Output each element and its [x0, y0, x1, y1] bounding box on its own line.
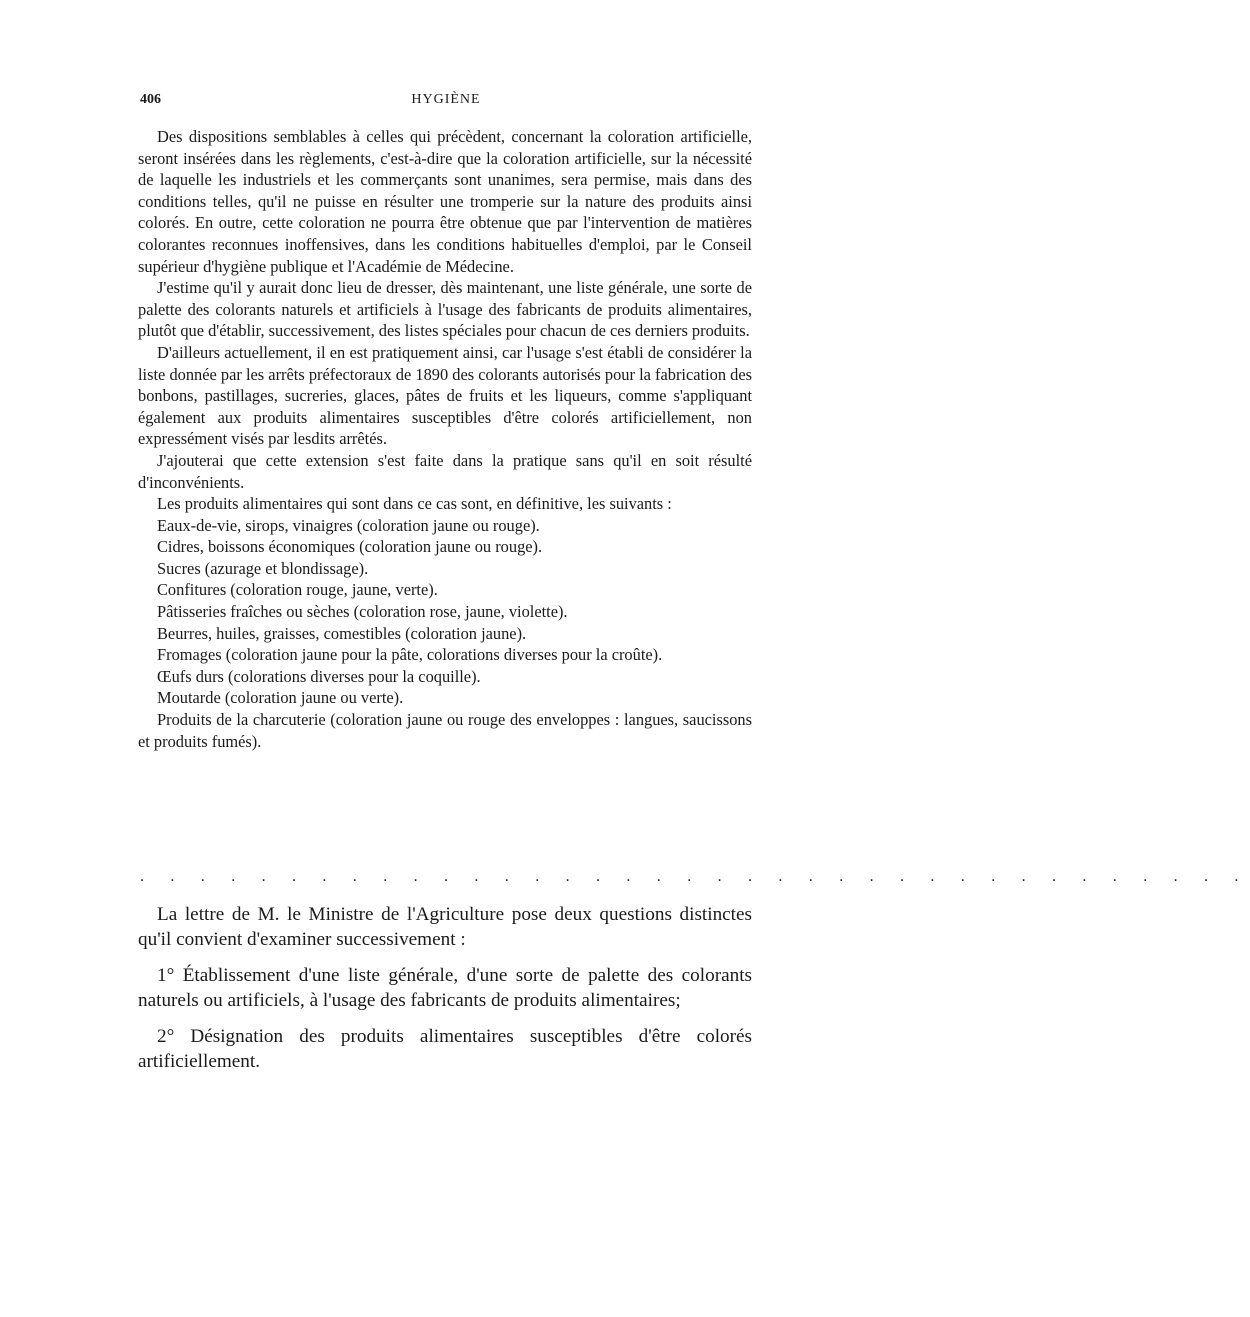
list-item: Fromages (coloration jaune pour la pâte, colorations diverses pour la croûte). [157, 645, 663, 665]
list-item: Produits de la charcuterie (coloration jaune ou rouge des enveloppes : langues, saucissons et produits fumés). [138, 710, 752, 751]
page-header [140, 92, 752, 114]
list-item: Pâtisseries fraîches ou sèches (coloration rose, jaune, violette). [157, 602, 568, 622]
report-text [138, 126, 752, 752]
question-1: 1° Établissement d'une liste générale, d'une sorte de palette des colorants naturels ou artificiels, à l'usage des fabricants de produits alimentaires; [138, 965, 752, 1011]
conclusion-text [138, 903, 752, 1086]
paragraph-dispositions: Des dispositions semblables à celles qui précèdent, concernant la coloration artificielle, seront insérées dans les règlements, c'est-à-dire que la coloration artificielle, sur la nécessité de laquelle les industriels et les commerçants sont unanimes, sera permise, mais dans des conditions telles, qu'il ne puisse en résulter une tromperie sur la nature des produits ainsi colorés. En outre, cette coloration ne pourra être obtenue que par l'intervention de matières colorantes reconnues inoffensives, dans les conditions habituelles d'emploi, par le Conseil supérieur d'hygiène publique et l'Académie de Médecine. [138, 127, 752, 276]
list-item: Œufs durs (colorations diverses pour la coquille). [157, 666, 481, 686]
dotted-separator: . . . . . . . . . . . . . . . . . . . . . . . . . . . . . . . . . . . . . [140, 868, 1250, 885]
list-item: Confitures (coloration rouge, jaune, verte). [157, 580, 438, 600]
list-item: Eaux-de-vie, sirops, vinaigres (coloration jaune ou rouge). [157, 515, 540, 535]
list-item: Sucres (azurage et blondissage). [157, 558, 369, 578]
page-number: 406 [140, 92, 161, 107]
paragraph-extension: J'ajouterai que cette extension s'est faite dans la pratique sans qu'il en soit résulté d'inconvénients. [138, 450, 752, 492]
list-item: Beurres, huiles, graisses, comestibles (coloration jaune). [157, 623, 527, 643]
question-2: 2° Désignation des produits alimentaires susceptibles d'être colorés artificiellement. [138, 1026, 752, 1072]
list-item: Cidres, boissons économiques (coloration jaune ou rouge). [157, 537, 543, 557]
paragraph-actuellement: D'ailleurs actuellement, il en est pratiquement ainsi, car l'usage s'est établi de considérer la liste donnée par les arrêts préfectoraux de 1890 des colorants autorisés pour la fabrication des bonbons, pastillages, sucreries, glaces, pâtes de fruits et les liqueurs, comme s'appliquant également aux produits alimentaires susceptibles d'être colorés artificiellement, non expressément visés par lesdits arrêtés. [138, 342, 752, 449]
list-item: Moutarde (coloration jaune ou verte). [157, 688, 404, 708]
paragraph-liste-generale: J'estime qu'il y aurait donc lieu de dresser, dès maintenant, une liste générale, une sorte de palette des colorants naturels et artificiels à l'usage des fabricants de produits alimentaires, plutôt que d'établir, successivement, des listes spéciales pour chacun de ces derniers produits. [138, 278, 752, 341]
running-title: HYGIÈNE [411, 92, 481, 107]
paragraph-lettre-ministre: La lettre de M. le Ministre de l'Agriculture pose deux questions distinctes qu'il convient d'examiner successivement : [138, 904, 752, 950]
paragraph-produits-intro: Les produits alimentaires qui sont dans ce cas sont, en définitive, les suivants : [157, 494, 672, 514]
